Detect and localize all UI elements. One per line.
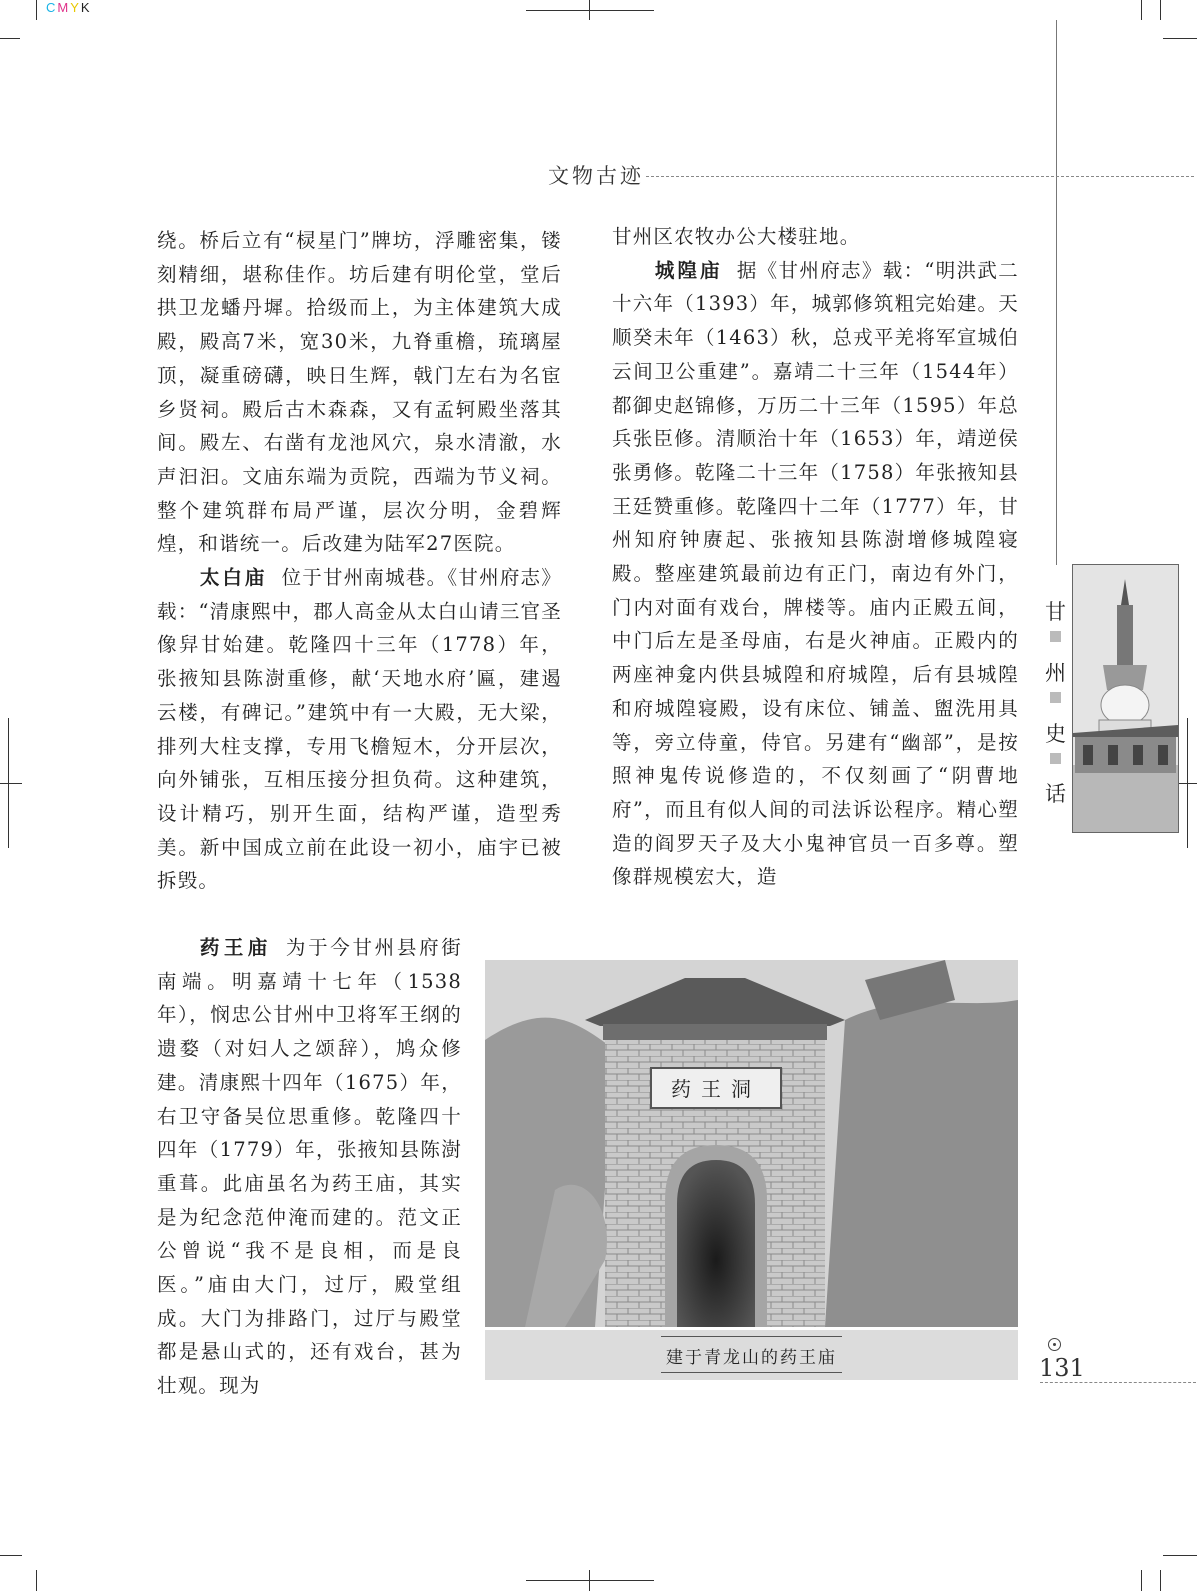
cmyk-registration-label: CMYK	[46, 0, 92, 15]
heading-taibai-temple: 太白庙	[199, 566, 268, 590]
side-tab-square	[1050, 753, 1061, 764]
paragraph-taibai-temple: 太白庙 位于甘州南城巷。《甘州府志》载：“清康熙中，郡人高金从太白山请三官圣像舁甘始建。乾隆四十三年（1778）年，张掖知县陈澍重修，献‘天地水府’匾，建遏云楼，有碑记。”建筑中有一大殿，无大梁，排列大柱支撑，专用飞檐短木，分开层次，向外铺张，互相压接分担负荷。这种建筑，设计精巧，别开生面，结构严谨，造型秀美。新中国成立前在此设一初小，庙宇已被拆毁。	[157, 566, 562, 893]
pagoda-spire	[1117, 605, 1133, 665]
heading-chenghuang-temple: 城隍庙	[654, 258, 723, 282]
paragraph-continuation: 甘州区农牧办公大楼驻地。	[612, 225, 861, 248]
paragraph-chenghuang-temple: 城隍庙 据《甘州府志》载：“明洪武二十六年（1393）年，城郭修筑粗完始建。天顺癸未年（1463）秋，总戎平羌将军宣城伯云间卫公重建”。嘉靖二十三年（1544年）都御史赵锦修，万历二十三年（1595）年总兵张臣修。清顺治十年（1653）年，靖逆侯张勇修。乾隆二十三年（1758）年张掖知县王廷赞重修。乾隆四十二年（1777）年，甘州知府钟赓起、张掖知县陈澍增修城隍寝殿。整座建筑最前边有正门，南边有外门，门内对面有戏台，牌楼等。庙内正殿五间，中门后左是圣母庙，右是火神庙。正殿内的两座神龛内供县城隍和府城隍，后有县城隍和府城隍寝殿，设有床位、铺盖、盥洗用具等，旁立侍童，侍官。另建有“幽部”，是按照神鬼传说修造的，不仅刻画了“阴曹地府”，而且有似人间的司法诉讼程序。精心塑造的阎罗天子及大小鬼神官员一百多尊。塑像群规模宏大，造	[612, 258, 1019, 889]
photo-caption-box	[485, 1330, 1018, 1380]
paragraph-yaowang-temple: 药王庙 为于今甘州县府街南端。明嘉靖十七年（1538年），悯忠公甘州中卫将军王纲的遗婺（对妇人之颂辞），鸠众修建。清康熙十四年（1675）年，右卫守备吴位思重修。乾隆四十四年（1779）年，张掖知县陈澍重葺。此庙虽名为药王庙，其实是为纪念范仲淹而建的。范文正公曾说“我不是良相，而是良医。”庙由大门，过厅，殿堂组成。大门为排路门，过厅与殿堂都是悬山式的，还有戏台，甚为壮观。现为	[157, 936, 462, 1398]
cave-gate-illustration	[485, 960, 1018, 1327]
side-tab-char: 史	[1045, 722, 1066, 746]
section-title: 文物古迹	[548, 164, 644, 188]
side-tab-square	[1050, 692, 1061, 703]
side-tab-char: 甘	[1045, 600, 1066, 624]
plaque-text: 药王洞	[671, 1077, 761, 1101]
side-tab-char: 话	[1045, 782, 1066, 806]
right-column	[612, 220, 1019, 894]
heading-yaowang-temple: 药王庙	[199, 936, 272, 959]
side-photo-pagoda	[1072, 564, 1179, 833]
pagoda-dome	[1101, 685, 1149, 725]
caption-rule-bottom	[661, 1372, 842, 1373]
photo-caption: 建于青龙山的药王庙	[666, 1348, 837, 1368]
page-number: 131	[1039, 1354, 1085, 1382]
left-column-bottom	[157, 931, 462, 1403]
side-tab-square	[1050, 631, 1061, 642]
side-tab-char: 州	[1045, 661, 1066, 685]
cave-entrance	[677, 1160, 755, 1327]
header-dashed-rule	[646, 176, 1194, 177]
page-number-ornament	[1048, 1338, 1061, 1351]
caption-rule-top	[661, 1336, 842, 1337]
photo-yaowang-cave	[485, 960, 1018, 1327]
left-column-top	[157, 224, 562, 898]
pagoda-illustration	[1073, 565, 1178, 832]
footer-dashed-rule	[1040, 1382, 1196, 1383]
paragraph-confucian-temple: 绕。桥后立有“棂星门”牌坊，浮雕密集，镂刻精细，堪称佳作。坊后建有明伦堂，堂后拱卫龙蟠丹墀。拾级而上，为主体建筑大成殿，殿高7米，宽30米，九脊重檐，琉璃屋顶，凝重磅礴，映日生辉，戟门左右为名宦乡贤祠。殿后古木森森，又有孟轲殿坐落其间。殿左、右凿有龙池风穴，泉水清澈，水声汩汩。文庙东端为贡院，西端为节义祠。整个建筑群布局严谨，层次分明，金碧辉煌，和谐统一。后改建为陆军27医院。	[157, 229, 562, 556]
